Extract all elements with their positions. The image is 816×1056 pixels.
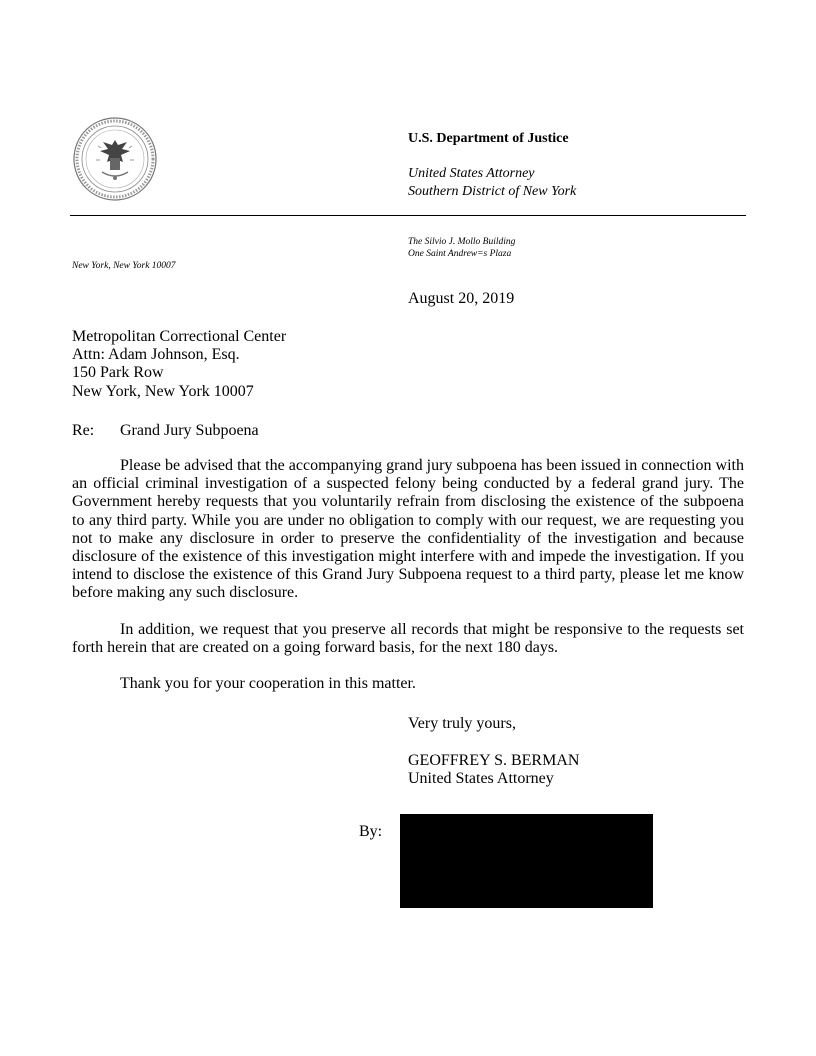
subject-line <box>72 422 259 440</box>
signature-redaction <box>400 814 653 908</box>
body-paragraph-3: Thank you for your cooperation in this matter. <box>120 675 416 693</box>
signer-name: GEOFFREY S. BERMAN <box>408 752 580 769</box>
body-paragraph-1: Please be advised that the accompanying grand jury subpoena has been issued in connection with an official criminal investigation of a suspected felony being conducted by a federal grand jury. The Government hereby requests that you voluntarily refrain from disclosing the existence of the subpoena to any third party. While you are under no obligation to comply with our request, we are requesting you not to make any disclosure in order to preserve the confidentiality of the investigation and because disclosure of the existence of this investigation might interfere with and impede the investigation. If you intend to disclose the existence of this Grand Jury Subpoena request to a third party, please let me know before making any such disclosure. <box>72 457 744 602</box>
doj-seal-icon <box>72 116 158 202</box>
signer-title: United States Attorney <box>408 770 554 788</box>
office-block <box>408 165 576 201</box>
subject-text: Grand Jury Subpoena <box>120 422 259 439</box>
by-label: By: <box>359 823 383 840</box>
building-line-2: One Saint Andrew=s Plaza <box>408 249 512 259</box>
letterhead-divider <box>70 215 746 216</box>
building-address <box>408 236 515 260</box>
subject-label: Re: <box>72 422 95 439</box>
body-paragraph-2: In addition, we request that you preserve all records that might be responsive to the requests set forth herein that are created on a going forward basis, for the next 180 days. <box>72 620 744 656</box>
valediction: Very truly yours, <box>408 715 516 732</box>
office-line-1: United States Attorney <box>408 166 535 181</box>
recipient-line-2: Attn: Adam Johnson, Esq. <box>72 346 240 364</box>
signer-block <box>408 752 579 788</box>
office-line-2: Southern District of New York <box>408 184 577 199</box>
building-line-1: The Silvio J. Mollo Building <box>408 237 516 247</box>
office-city: New York, New York 10007 <box>72 261 176 271</box>
letter-date: August 20, 2019 <box>408 290 515 307</box>
recipient-line-3: 150 Park Row <box>72 364 164 382</box>
recipient-line-4: New York, New York 10007 <box>72 382 254 400</box>
letter-body <box>72 457 744 711</box>
agency-name: U.S. Department of Justice <box>408 131 569 146</box>
recipient-address <box>72 328 286 401</box>
recipient-line-1: Metropolitan Correctional Center <box>72 328 287 345</box>
